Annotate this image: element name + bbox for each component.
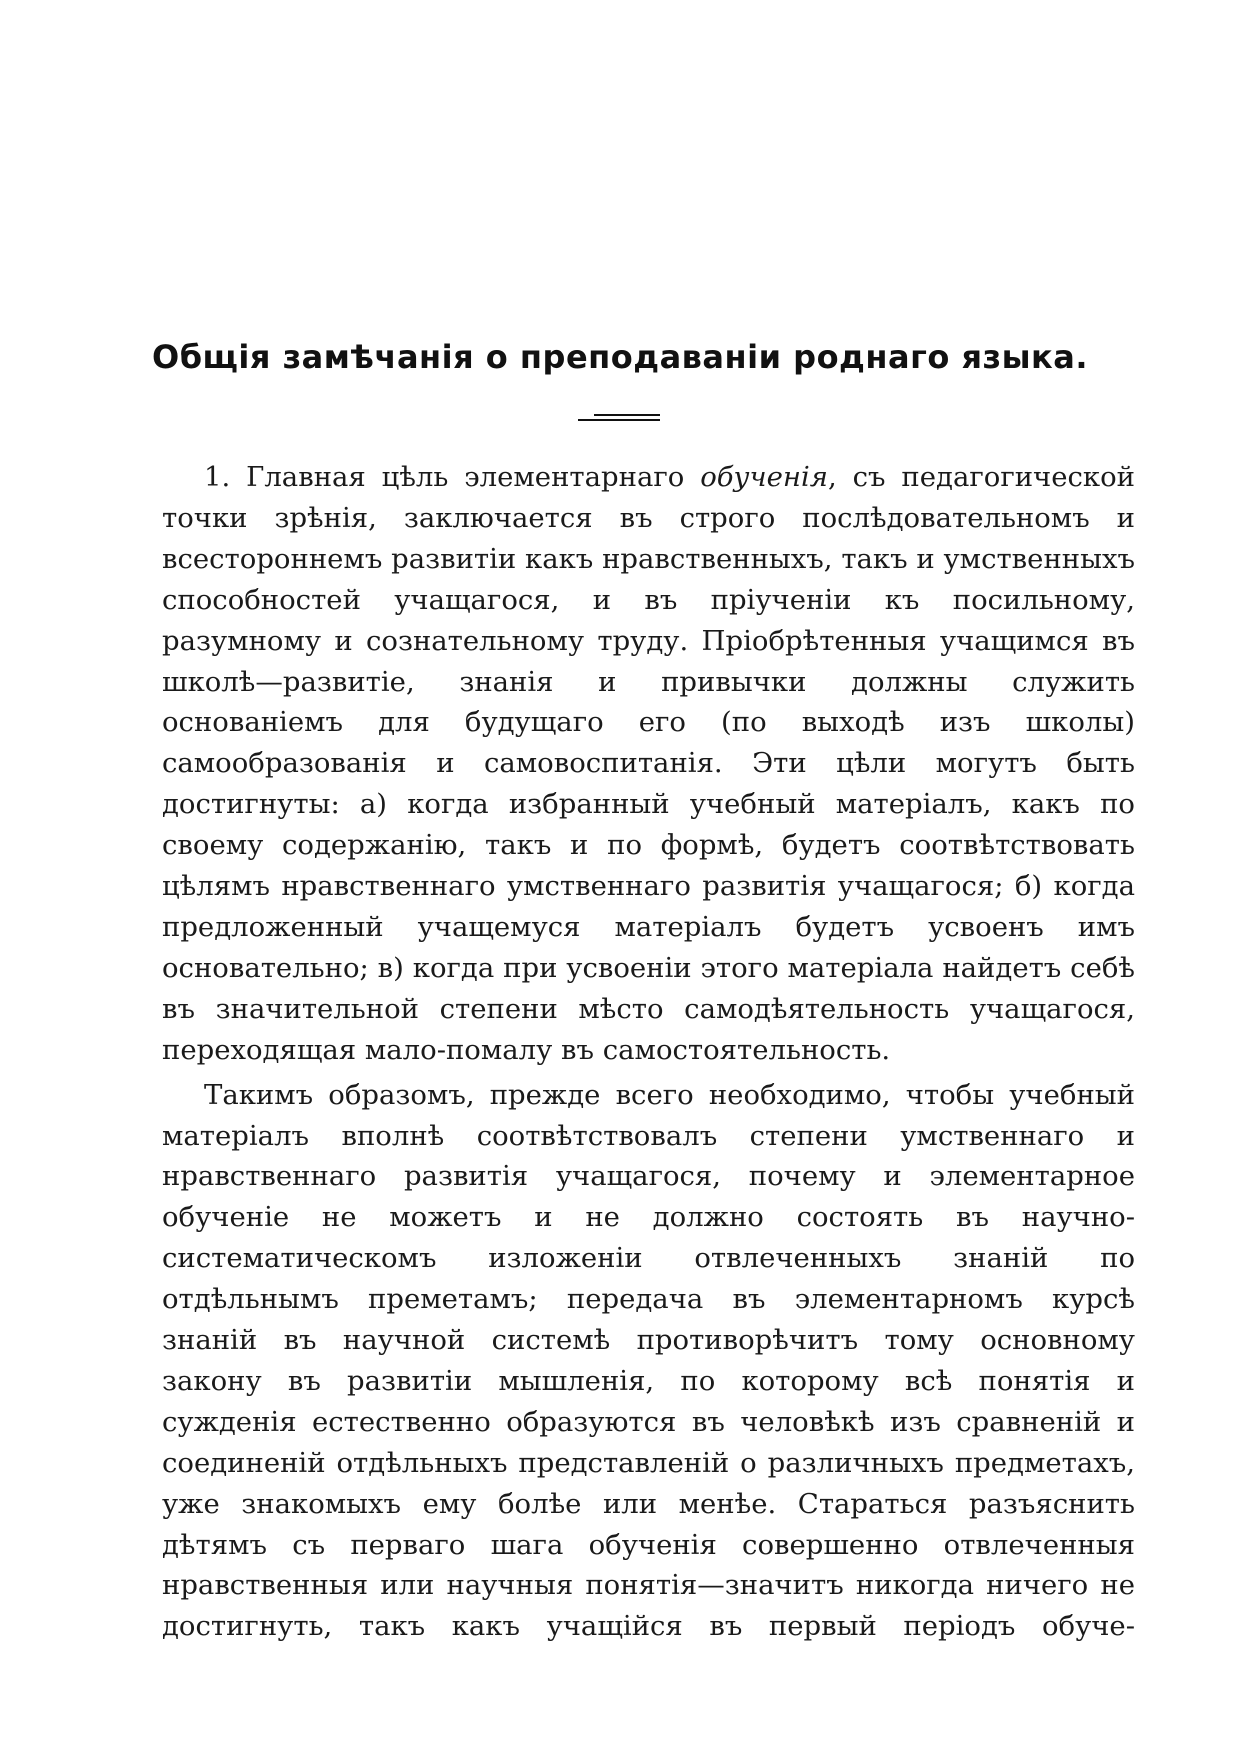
paragraph-1-emphasis: обученія: [700, 461, 828, 493]
body-text: [162, 457, 1135, 1647]
paragraph-1-rest: , съ педагогической точки зрѣнія, заключается въ строго послѣдовательномъ и всестороннемъ развитіи какъ нравственныхъ, такъ и умственныхъ способностей учащагося, и въ пріученіи къ посильному, разумному и сознательному труду. Пріобрѣтенныя учащимся въ школѣ—развитіе, знанія и привычки должны служить основаніемъ для будущаго его (по выходѣ изъ школы) самообразованія и самовоспитанія. Эти цѣли могутъ быть достигнуты: а) когда избранный учебный матеріалъ, какъ по своему содержанію, такъ и по формѣ, будетъ соотвѣтствовать цѣлямъ нравственнаго умственнаго развитія учащагося; б) когда предложенный учащемуся матеріалъ будетъ усвоенъ имъ основательно; в) когда при усвоеніи этого матеріала найдетъ себѣ въ значительной степени мѣсто самодѣятельность учащагося, переходящая мало-помалу въ самостоятельность.: [162, 461, 1135, 1066]
separator-line-top: [594, 414, 660, 416]
separator-line-bottom: [578, 419, 660, 421]
paragraph-2: Такимъ образомъ, прежде всего необходимо, чтобы учебный матеріалъ вполнѣ соотвѣтствовалъ степени умственнаго и нравственнаго развитія учащагося, почему и элементарное обученіе не можетъ и не должно состоять въ научно-систематическомъ изложеніи отвлеченныхъ знаній по отдѣльнымъ преметамъ; передача въ элементарномъ курсѣ знаній въ научной системѣ противорѣчитъ тому основному закону въ развитіи мышленія, по которому всѣ понятія и сужденія естественно образуются въ человѣкѣ изъ сравненій и соединеній отдѣльныхъ представленій о различныхъ предметахъ, уже знакомыхъ ему болѣе или менѣе. Стараться разъяснить дѣтямъ съ перваго шага обученія совершенно отвлеченныя нравственныя или научныя понятія—значитъ никогда ничего не достигнуть, такъ какъ учащійся въ первый періодъ обуче-: [162, 1078, 1135, 1643]
page-title: Общія замѣчанія о преподаваніи роднаго языка.: [152, 338, 1088, 376]
title-separator: [578, 414, 660, 421]
paragraph-1-lead: 1. Главная цѣль элементарнаго: [204, 461, 701, 493]
paragraph-1: [162, 457, 1135, 1071]
